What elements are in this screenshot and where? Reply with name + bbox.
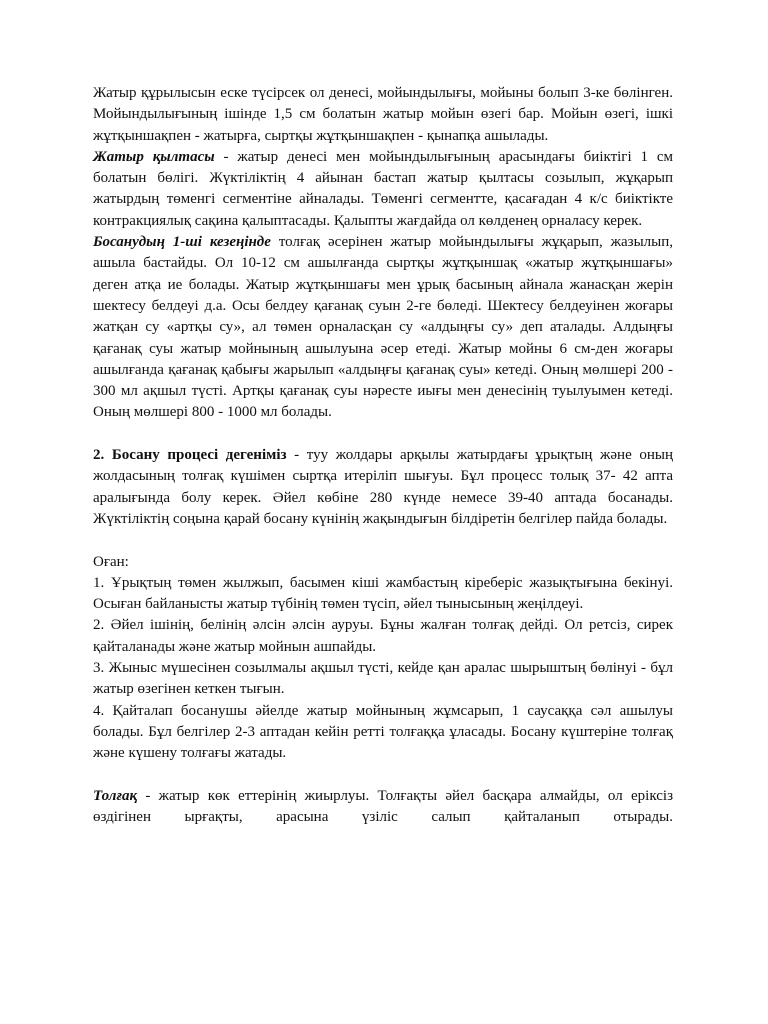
paragraph-gap <box>93 530 673 551</box>
list-item: 2. Әйел ішінің, белінің әлсін әлсін ауруы. Бұны жалған толғақ дейді. Ол ретсіз, сирек қайталанады және жатыр мойнын ашпайды. <box>93 617 673 655</box>
paragraph-labor-process <box>93 445 673 530</box>
list-item: 4. Қайталап босанушы әйелде жатыр мойнының жұмсарып, 1 саусаққа сәл ашылуы болады. Бұл белгілер 2-3 аптадан кейін ретті толғаққа ұласады. Босану күштеріне толғақ және күшену толғағы жатады. <box>93 702 673 762</box>
term-contractions: Толғақ <box>93 787 138 804</box>
term-labor-process: 2. Босану процесі дегеніміз <box>93 447 287 464</box>
paragraph-contractions <box>93 786 673 829</box>
paragraph-uterine-isthmus-text: - жатыр денесі мен мойындылығының арасындағы биіктігі 1 см болатын бөлігі. Жүктіліктің 4 айынан бастап жатыр қылтасы созылып, жұқарып жатырдың төменгі сегментіне айналады. Төменгі сегментте, қасағадан 4 к/с биіктікте контракциялық сақина қалыптасады. Қалыпты жағдайда ол көлденең орналасу керек. <box>93 148 673 229</box>
list-item: 1. Ұрықтың төмен жылжып, басымен кіші жамбастың кіреберіс жазықтығына бекінуі. Осыған байланысты жатыр түбінің төмен түсіп, әйел тынысының жеңілдеуі. <box>93 574 673 613</box>
paragraph-first-stage-text: толғақ әсерінен жатыр мойындылығы жұқарып, жазылып, ашыла бастайды. Ол 10-12 см ашылғанда сыртқы жұтқыншақ «жатыр жұтқыншағы» деген атқа ие болады. Жатыр жұтқыншағы мен ұрық басының айнала жанасқан жерін шектесу белдеуі д.а. Осы белдеу қағанақ суын 2-ге бөледі. Шектесу белдеуінен жоғары жатқан су «артқы су», ал төмен орналасқан су «алдыңғы су» деп аталады. Алдыңғы қағанақ суы жатыр мойнының ашылуына әсер етеді. Жатыр мойны 6 см-ден жоғары ашылғанда қағанақ қабығы жарылып «алдыңғы қағанақ суы» кетеді. Оның мөлшері 200 - 300 мл ақшыл түсті. Артқы қағанақ суы нәресте иығы мен денесінің туылуымен кетеді. Оның мөлшері 800 - 1000 мл болады. <box>93 234 673 421</box>
term-uterine-isthmus: Жатыр қылтасы <box>93 148 215 165</box>
paragraph-signs-intro: Оған: <box>93 553 129 570</box>
paragraph-gap <box>93 765 673 786</box>
paragraph-uterus-structure: Жатыр құрылысын еске түсірсек ол денесі, мойындылығы, мойыны болып 3-ке бөлінген. Мойындылығының ішінде 1,5 см болатын жатыр мойын өзегі бар. Мойын өзегі, ішкі жұтқыншақпен - жатырға, сыртқы жұтқыншақпен - қынапқа ашылады. <box>93 85 673 144</box>
document-page <box>93 83 673 828</box>
paragraph-uterine-isthmus <box>93 147 673 232</box>
list-item: 3. Жыныс мүшесінен созылмалы ақшыл түсті, кейде қан аралас шырыштың бөлінуі - бұл жатыр өзегінен кеткен тығын. <box>93 660 673 698</box>
term-first-stage: Босанудың 1-ші кезеңінде <box>93 234 271 251</box>
paragraph-labor-process-text: - туу жолдары арқылы жатырдағы ұрықтың және оның жолдасының толғақ күшімен сыртқа итеріліп шығуы. Бұл процесс толық 37- 42 апта аралығында болу керек. Әйел көбіне 280 күнде немесе 39-40 аптада босанады. Жүктіліктің соңына қарай босану күнінің жақындығын білдіретін белгілер пайда болады. <box>93 447 673 527</box>
paragraph-contractions-text: - жатыр көк еттерінің жиырлуы. Толғақты әйел басқара алмайды, ол еріксіз өздігінен ырғақты, арасына үзіліс салып қайталанып отырады. <box>93 787 673 826</box>
paragraph-first-stage <box>93 232 673 424</box>
paragraph-gap <box>93 424 673 445</box>
